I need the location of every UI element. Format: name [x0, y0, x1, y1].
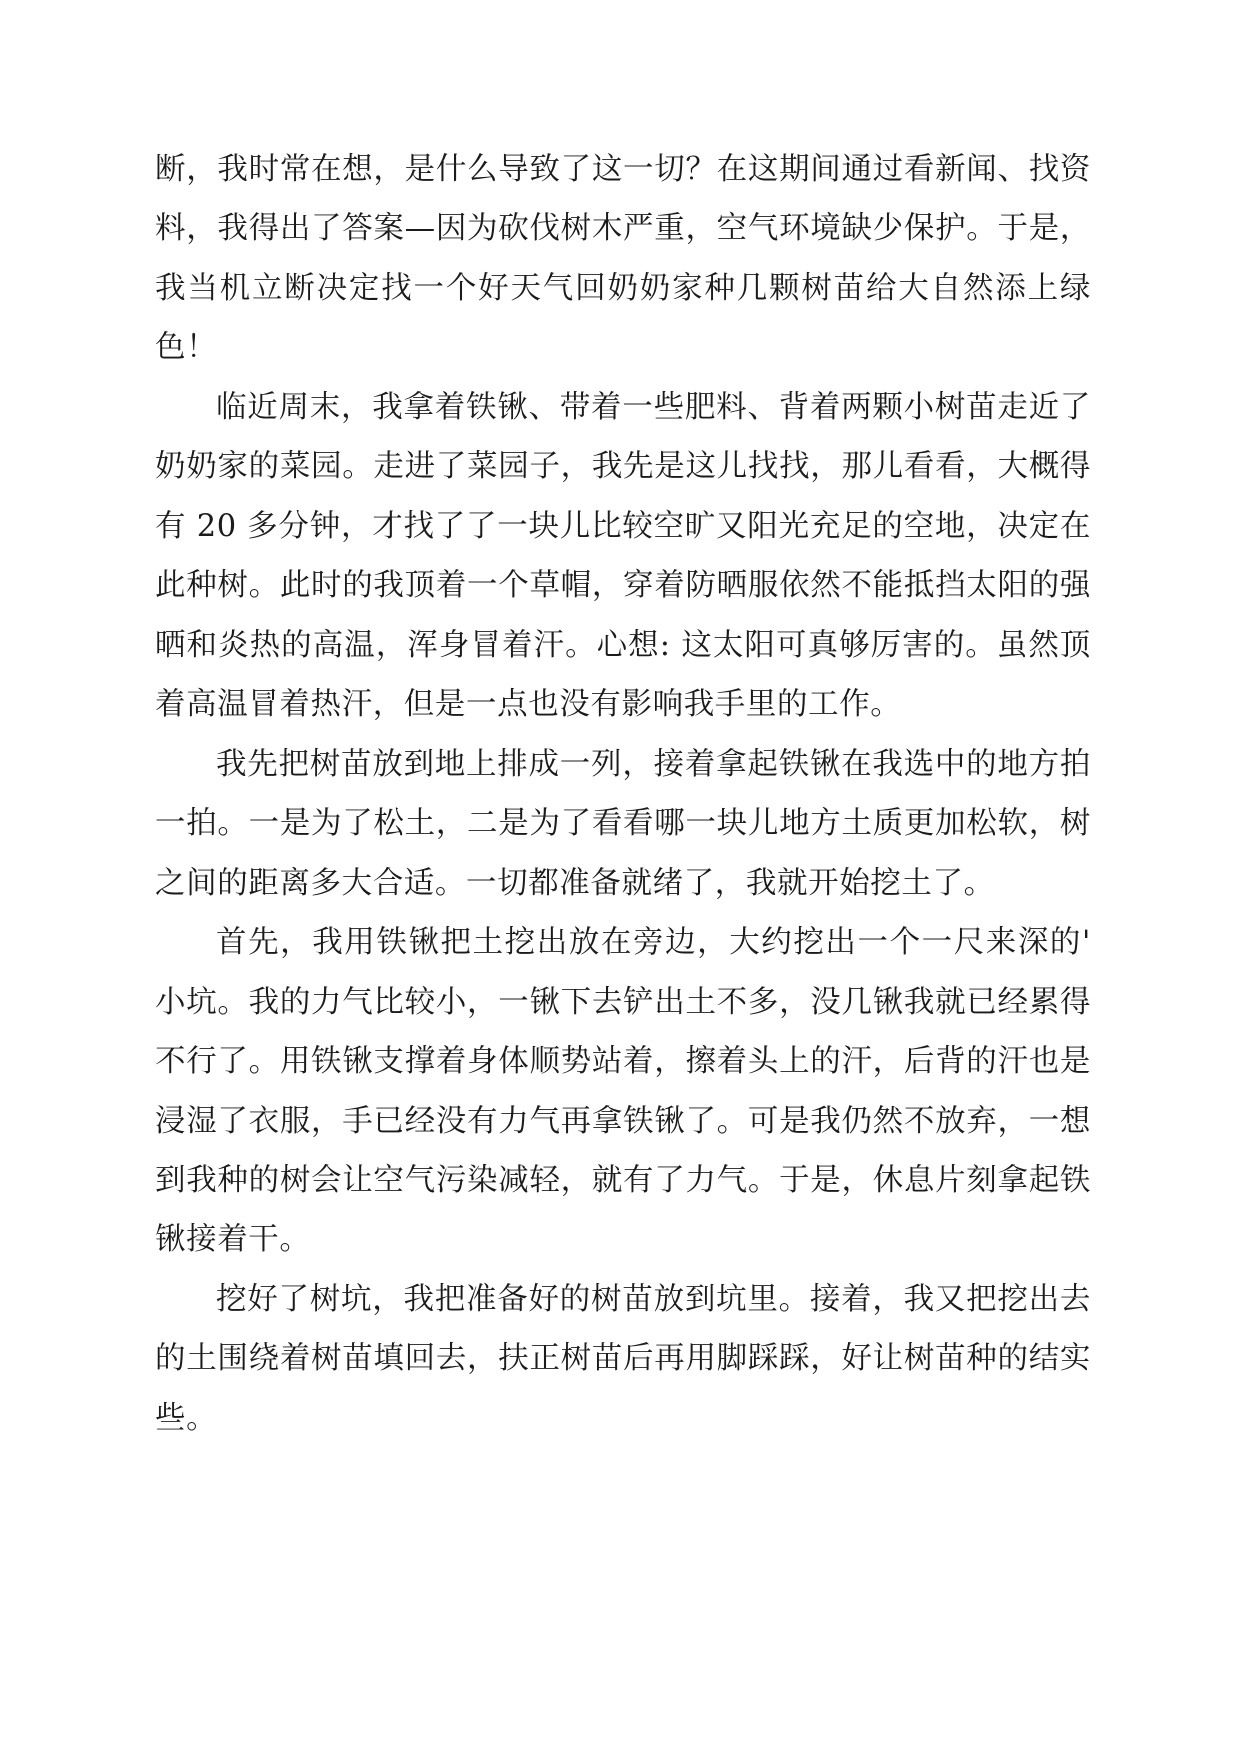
- paragraph: 断，我时常在想，是什么导致了这一切？在这期间通过看新闻、找资料，我得出了答案—因为砍伐树木严重，空气环境缺少保护。于是，我当机立断决定找一个好天气回奶奶家种几颗树苗给大自然添上绿色！: [155, 152, 1091, 366]
- paragraph: 临近周末，我拿着铁锹、带着一些肥料、背着两颗小树苗走近了奶奶家的菜园。走进了菜园子，我先是这儿找找，那儿看看，大概得有 20 多分钟，才找了了一块儿比较空旷又阳光充足的空地，决定在此种树。此时的我顶着一个草帽，穿着防晒服依然不能抵挡太阳的强晒和炎热的高温，浑身冒着汗。心想: 这太阳可真够厉害的。虽然顶着高温冒着热汗，但是一点也没有影响我手里的工作。: [155, 389, 1091, 723]
- paragraph: 首先，我用铁锹把土挖出放在旁边，大约挖出一个一尺来深的' 小坑。我的力气比较小，一锹下去铲出土不多，没几锹我就已经累得不行了。用铁锹支撑着身体顺势站着，擦着头上的汗，后背的汗也是浸湿了衣服，手已经没有力气再拿铁锹了。可是我仍然不放弃，一想到我种的树会让空气污染减轻，就有了力气。于是，休息片刻拿起铁锹接着干。: [155, 925, 1091, 1258]
- paragraph: 挖好了树坑，我把准备好的树苗放到坑里。接着，我又把挖出去的土围绕着树苗填回去，扶正树苗后再用脚踩踩，好让树苗种的结实些。: [155, 1281, 1091, 1436]
- paragraph: 我先把树苗放到地上排成一列，接着拿起铁锹在我选中的地方拍一拍。一是为了松土，二是为了看看哪一块儿地方土质更加松软，树之间的距离多大合适。一切都准备就绪了，我就开始挖土了。: [155, 746, 1091, 901]
- document-body: [155, 140, 1091, 1448]
